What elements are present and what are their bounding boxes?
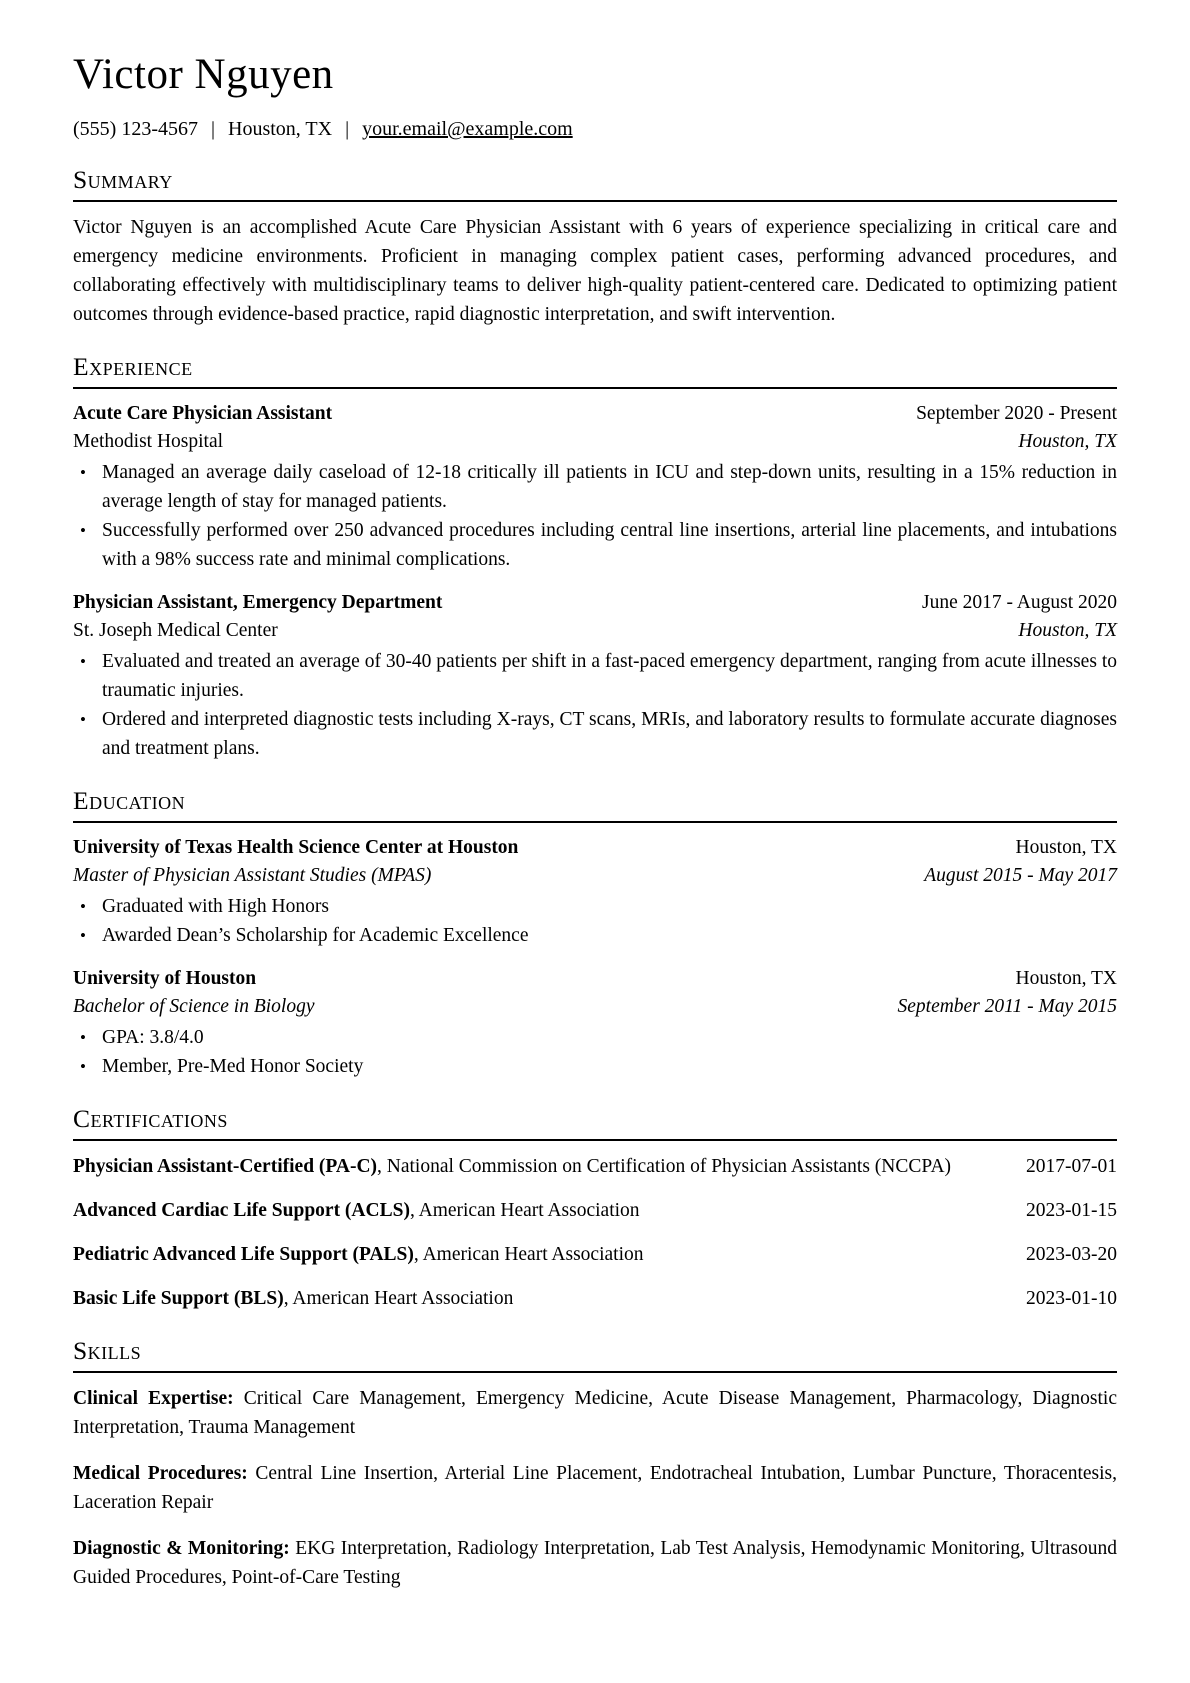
school-name: University of Texas Health Science Center at Houston: [73, 837, 519, 858]
entry-title-row: [73, 834, 1117, 862]
section-rule: [73, 1139, 1117, 1141]
section-education: [73, 786, 1117, 1081]
entry-subtitle-row: [73, 428, 1117, 456]
bullet-list: [73, 1023, 1117, 1081]
degree-name: Master of Physician Assistant Studies (MPAS): [73, 864, 432, 886]
entry-subtitle-row: [73, 617, 1117, 645]
job-dates: September 2020 - Present: [916, 403, 1117, 424]
certification-name: Pediatric Advanced Life Support (PALS): [73, 1244, 414, 1265]
certification-name: Basic Life Support (BLS): [73, 1288, 284, 1309]
skill-group: [73, 1459, 1117, 1517]
section-experience: [73, 352, 1117, 763]
job-organization: St. Joseph Medical Center: [73, 619, 278, 641]
bullet-item: • Managed an average daily caseload of 12-18 critically ill patients in ICU and step-down units, resulting in a 15% reduction in average length of stay for managed patients.: [73, 458, 1117, 516]
bullet-item: • GPA: 3.8/4.0: [73, 1023, 1117, 1052]
school-location: Houston, TX: [1015, 837, 1117, 858]
certification-entry: [73, 1152, 1117, 1181]
job-location: Houston, TX: [1018, 430, 1117, 452]
skill-category-label: Diagnostic & Monitoring:: [73, 1538, 290, 1559]
location-text: Houston, TX: [228, 118, 333, 140]
certification-entry: [73, 1196, 1117, 1225]
certification-issuer: , American Heart Association: [409, 1200, 640, 1221]
job-organization: Methodist Hospital: [73, 430, 224, 452]
bullet-item: • Graduated with High Honors: [73, 892, 1117, 921]
bullet-item: • Evaluated and treated an average of 30-40 patients per shift in a fast-paced emergency department, ranging from acute illnesses to traumatic injuries.: [73, 647, 1117, 705]
skill-category-label: Clinical Expertise:: [73, 1388, 234, 1409]
job-title: Physician Assistant, Emergency Department: [73, 592, 443, 613]
certification-issuer: , National Commission on Certification of Physician Assistants (NCCPA): [377, 1156, 952, 1177]
skill-items: EKG Interpretation, Radiology Interpretation, Lab Test Analysis, Hemodynamic Monitoring, Ultrasound Guided Procedures, Point-of-Care Testing: [73, 1538, 1118, 1588]
summary-heading: Summary: [73, 165, 173, 194]
bullet-list: [73, 458, 1117, 574]
skill-group: [73, 1534, 1117, 1592]
school-name: University of Houston: [73, 968, 257, 989]
certification-text: [73, 1196, 1117, 1225]
certification-date: 2017-07-01: [1026, 1152, 1117, 1181]
section-certifications: [73, 1104, 1117, 1313]
certification-entry: [73, 1240, 1117, 1269]
school-dates: August 2015 - May 2017: [924, 864, 1117, 886]
experience-entry: [73, 400, 1117, 574]
certification-name: Physician Assistant-Certified (PA-C): [73, 1156, 378, 1177]
contact-separator: |: [345, 118, 350, 140]
job-dates: June 2017 - August 2020: [922, 592, 1117, 613]
entry-title-row: [73, 400, 1117, 428]
entry-title-row: [73, 589, 1117, 617]
bullet-item: • Member, Pre-Med Honor Society: [73, 1052, 1117, 1081]
certifications-heading: Certifications: [73, 1104, 228, 1133]
resume-header: [73, 50, 1117, 142]
bullet-list: [73, 647, 1117, 763]
skills-heading: Skills: [73, 1336, 142, 1365]
skill-items: Critical Care Management, Emergency Medicine, Acute Disease Management, Pharmacology, Diagnostic Interpretation, Trauma Management: [73, 1388, 1117, 1438]
certification-entry: [73, 1284, 1117, 1313]
entry-subtitle-row: [73, 862, 1117, 890]
job-title: Acute Care Physician Assistant: [73, 403, 333, 424]
certification-text: [73, 1152, 1117, 1181]
summary-text: Victor Nguyen is an accomplished Acute Care Physician Assistant with 6 years of experience specializing in critical care and emergency medicine environments. Proficient in managing complex patient cases, performing advanced procedures, and collaborating effectively with multidisciplinary teams to deliver high-quality patient-centered care. Dedicated to optimizing patient outcomes through evidence-based practice, rapid diagnostic interpretation, and swift intervention.: [73, 217, 1117, 325]
certification-date: 2023-03-20: [1026, 1240, 1117, 1269]
phone-number: (555) 123-4567: [73, 118, 198, 140]
certification-name: Advanced Cardiac Life Support (ACLS): [73, 1200, 410, 1221]
education-entry: [73, 834, 1117, 950]
bullet-item: • Successfully performed over 250 advanced procedures including central line insertions, arterial line placements, and intubations with a 98% success rate and minimal complications.: [73, 516, 1117, 574]
school-dates: September 2011 - May 2015: [897, 995, 1117, 1017]
school-location: Houston, TX: [1015, 968, 1117, 989]
certification-date: 2023-01-10: [1026, 1284, 1117, 1313]
email-link[interactable]: your.email@example.com: [362, 118, 573, 140]
job-location: Houston, TX: [1018, 619, 1117, 641]
bullet-list: [73, 892, 1117, 950]
contact-line: [73, 116, 1117, 142]
certification-text: [73, 1240, 1117, 1269]
skill-group: [73, 1384, 1117, 1442]
section-rule: [73, 1371, 1117, 1373]
experience-entry: [73, 589, 1117, 763]
experience-heading: Experience: [73, 352, 193, 381]
certification-issuer: , American Heart Association: [413, 1244, 644, 1265]
entry-title-row: [73, 965, 1117, 993]
bullet-item: • Ordered and interpreted diagnostic tests including X-rays, CT scans, MRIs, and laboratory results to formulate accurate diagnoses and treatment plans.: [73, 705, 1117, 763]
education-heading: Education: [73, 786, 186, 815]
section-summary: [73, 165, 1117, 329]
skill-items: Central Line Insertion, Arterial Line Placement, Endotracheal Intubation, Lumbar Puncture, Thoracentesis, Laceration Repair: [73, 1463, 1118, 1513]
certification-date: 2023-01-15: [1026, 1196, 1117, 1225]
education-entry: [73, 965, 1117, 1081]
bullet-item: • Awarded Dean’s Scholarship for Academic Excellence: [73, 921, 1117, 950]
skill-category-label: Medical Procedures:: [73, 1463, 248, 1484]
section-skills: [73, 1336, 1117, 1592]
certification-text: [73, 1284, 1117, 1313]
degree-name: Bachelor of Science in Biology: [73, 995, 315, 1017]
entry-subtitle-row: [73, 993, 1117, 1021]
certification-issuer: , American Heart Association: [283, 1288, 514, 1309]
section-rule: [73, 200, 1117, 202]
contact-separator: |: [210, 118, 215, 140]
section-rule: [73, 821, 1117, 823]
section-rule: [73, 387, 1117, 389]
person-name: Victor Nguyen: [73, 51, 334, 98]
